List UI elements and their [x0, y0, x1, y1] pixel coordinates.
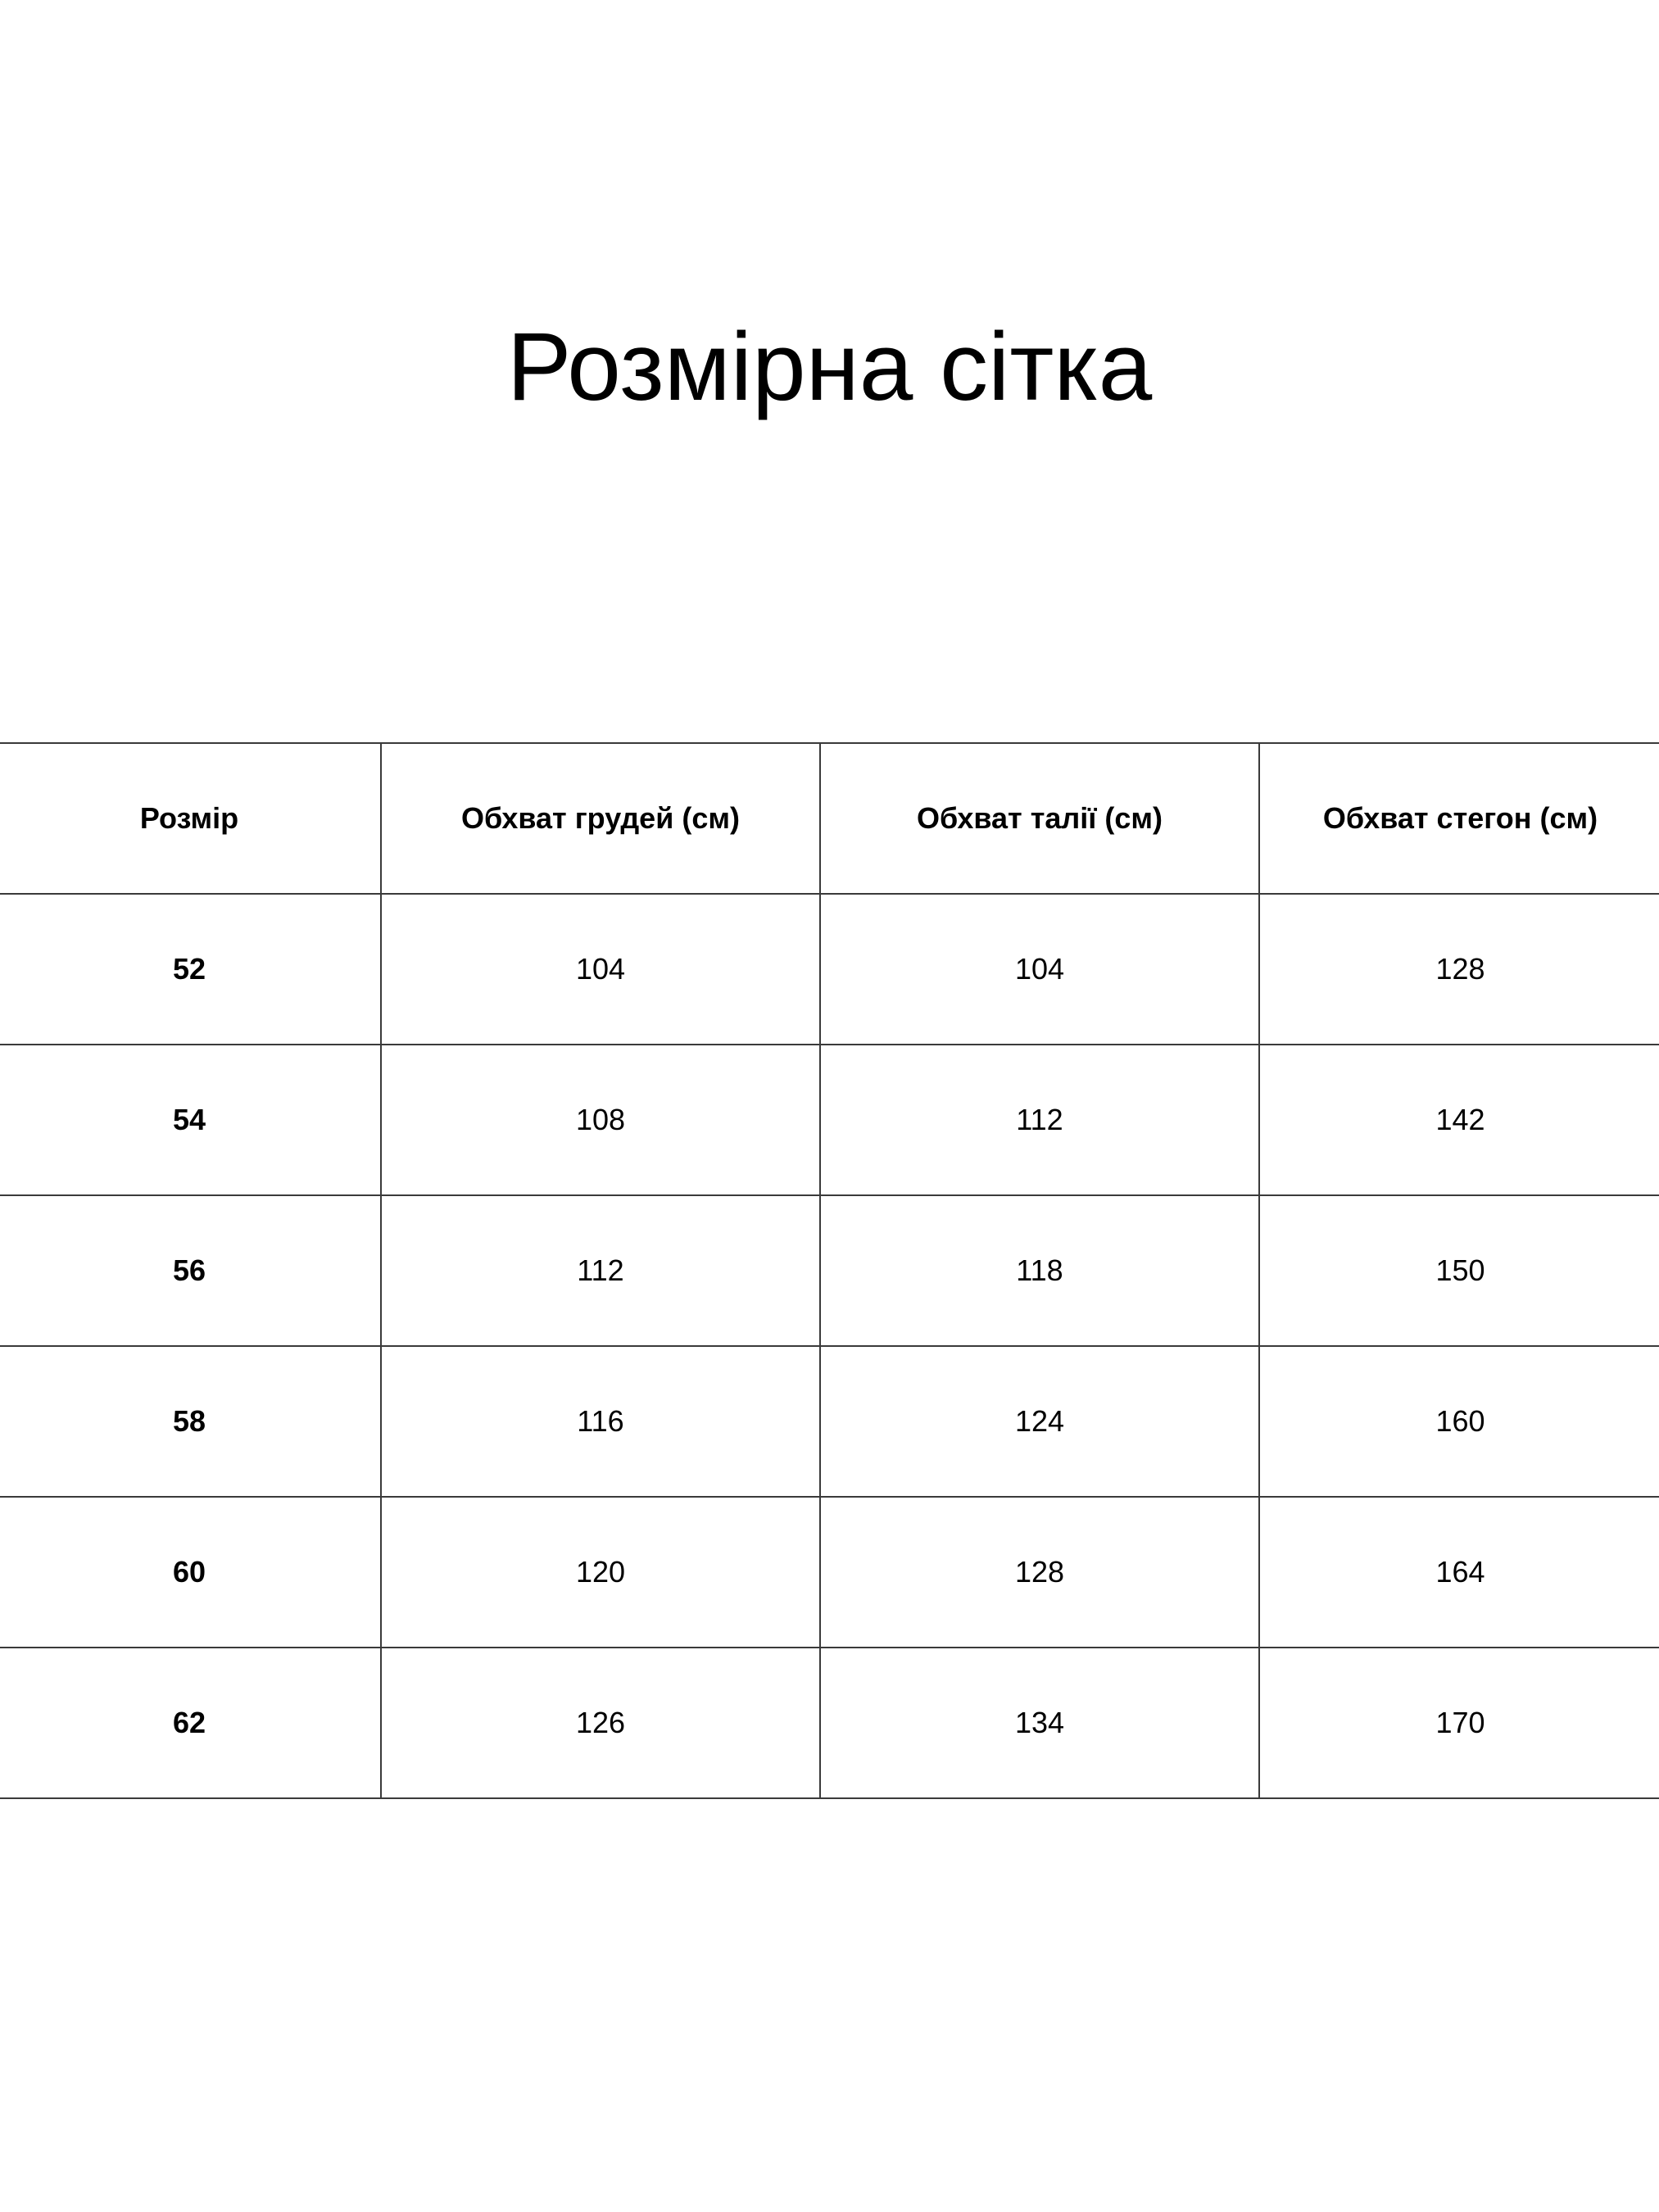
table-row — [0, 1346, 1659, 1497]
hips-cell: 164 — [1259, 1497, 1659, 1648]
chest-cell: 126 — [381, 1648, 820, 1798]
size-cell: 52 — [0, 894, 381, 1045]
table-header-row — [0, 743, 1659, 894]
size-cell: 62 — [0, 1648, 381, 1798]
header-waist: Обхват талії (см) — [820, 743, 1259, 894]
waist-cell: 112 — [820, 1045, 1259, 1195]
size-cell: 58 — [0, 1346, 381, 1497]
header-chest: Обхват грудей (см) — [381, 743, 820, 894]
table-row — [0, 1045, 1659, 1195]
table-row — [0, 1195, 1659, 1346]
header-size: Розмір — [0, 743, 381, 894]
hips-cell: 170 — [1259, 1648, 1659, 1798]
waist-cell: 128 — [820, 1497, 1259, 1648]
hips-cell: 128 — [1259, 894, 1659, 1045]
hips-cell: 150 — [1259, 1195, 1659, 1346]
chest-cell: 108 — [381, 1045, 820, 1195]
table-row — [0, 1497, 1659, 1648]
waist-cell: 104 — [820, 894, 1259, 1045]
waist-cell: 134 — [820, 1648, 1259, 1798]
chest-cell: 120 — [381, 1497, 820, 1648]
size-cell: 60 — [0, 1497, 381, 1648]
size-chart-table — [0, 742, 1659, 1799]
chest-cell: 116 — [381, 1346, 820, 1497]
table-row — [0, 1648, 1659, 1798]
size-cell: 54 — [0, 1045, 381, 1195]
size-cell: 56 — [0, 1195, 381, 1346]
chest-cell: 104 — [381, 894, 820, 1045]
hips-cell: 160 — [1259, 1346, 1659, 1497]
header-hips: Обхват стегон (см) — [1259, 743, 1659, 894]
waist-cell: 124 — [820, 1346, 1259, 1497]
page-title: Розмірна сітка — [506, 313, 1153, 421]
hips-cell: 142 — [1259, 1045, 1659, 1195]
waist-cell: 118 — [820, 1195, 1259, 1346]
chest-cell: 112 — [381, 1195, 820, 1346]
table-row — [0, 894, 1659, 1045]
